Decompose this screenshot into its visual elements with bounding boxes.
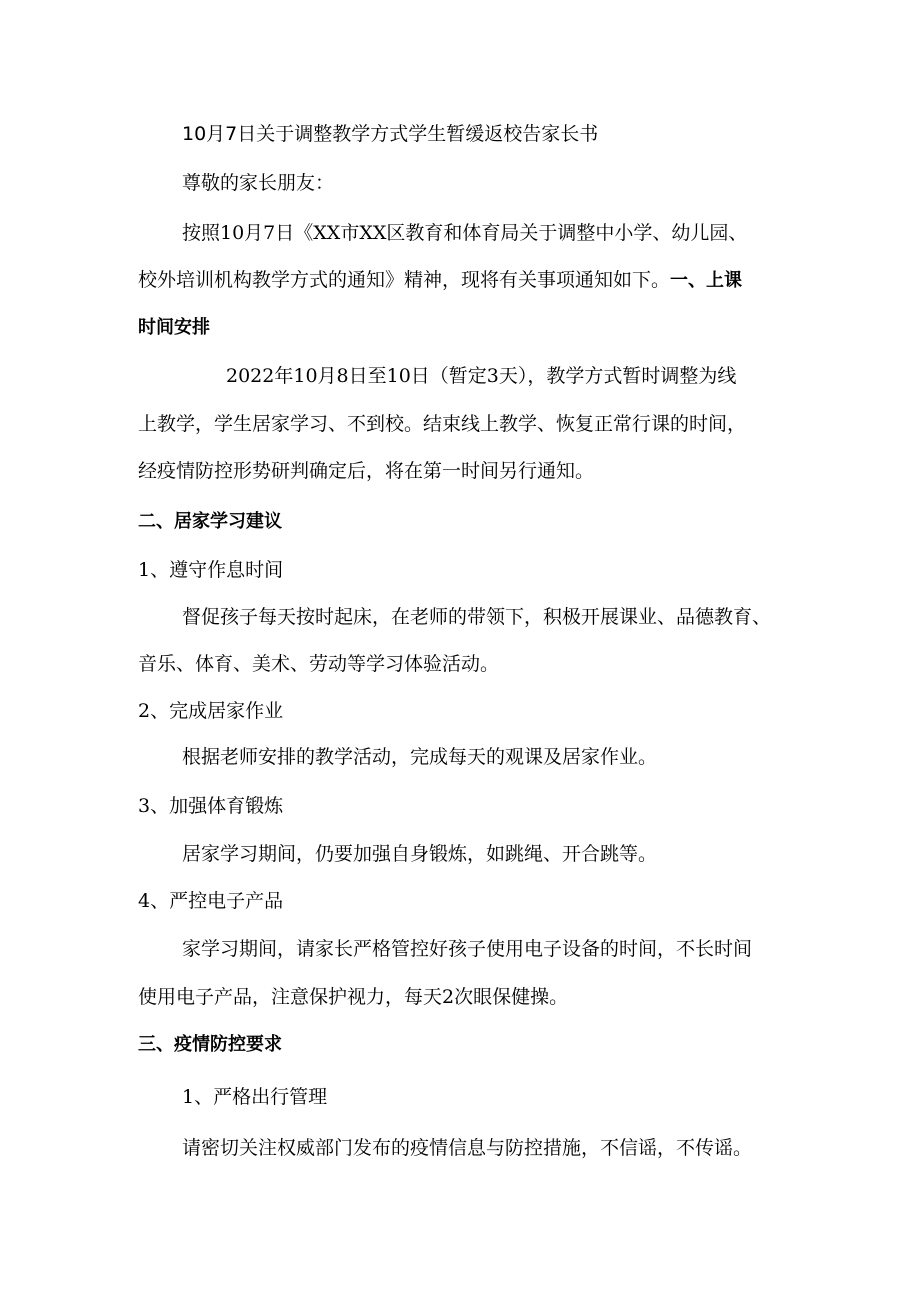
- section1-para-line-3: 经疫情防控形势研判确定后，将在第一时间另行通知。: [138, 460, 595, 482]
- section1-heading-part1: 一、上课: [670, 270, 743, 291]
- intro-line-2-text: 校外培训机构教学方式的通知》精神，现将有关事项通知如下。: [138, 269, 671, 291]
- section2-item-3-label: 3、加强体育锻炼: [138, 795, 284, 817]
- section1-heading-part2: 时间安排: [138, 317, 210, 338]
- section3-item-1-line-1: 请密切关注权威部门发布的疫情信息与防控措施，不信谣，不传谣。: [182, 1137, 753, 1159]
- section2-item-1-line-2: 音乐、体育、美术、劳动等学习体验活动。: [138, 653, 500, 675]
- section2-item-4-line-2: 使用电子产品，注意保护视力，每天2次眼保健操。: [138, 986, 569, 1008]
- intro-line-2: [138, 268, 742, 293]
- section2-item-4-line-1: 家学习期间，请家长严格管控好孩子使用电子设备的时间，不长时间: [182, 938, 753, 960]
- section3-item-1-label: 1、严格出行管理: [182, 1086, 328, 1108]
- section2-item-4-label: 4、严控电子产品: [138, 890, 284, 912]
- intro-line-1: 按照10月7日《XX市XX区教育和体育局关于调整中小学、幼儿园、: [182, 222, 748, 244]
- section2-item-3-line-1: 居家学习期间，仍要加强自身锻炼，如跳绳、开合跳等。: [182, 843, 658, 865]
- document-title: 10月7日关于调整教学方式学生暂缓返校告家长书: [182, 123, 599, 145]
- section2-item-2-label: 2、完成居家作业: [138, 700, 284, 722]
- section2-heading: 二、居家学习建议: [138, 511, 282, 532]
- section1-para-line-1: 2022年10月8日至10日（暂定3天），教学方式暂时调整为线: [226, 365, 737, 387]
- section2-item-1-label: 1、遵守作息时间: [138, 559, 284, 581]
- section2-item-2-line-1: 根据老师安排的教学活动，完成每天的观课及居家作业。: [182, 746, 658, 768]
- section3-heading: 三、疫情防控要求: [138, 1034, 282, 1055]
- section1-para-line-2: 上教学，学生居家学习、不到校。结束线上教学、恢复正常行课的时间，: [138, 413, 747, 435]
- greeting: 尊敬的家长朋友：: [182, 172, 335, 194]
- section2-item-1-line-1: 督促孩子每天按时起床，在老师的带领下，积极开展课业、品德教育、: [182, 606, 772, 628]
